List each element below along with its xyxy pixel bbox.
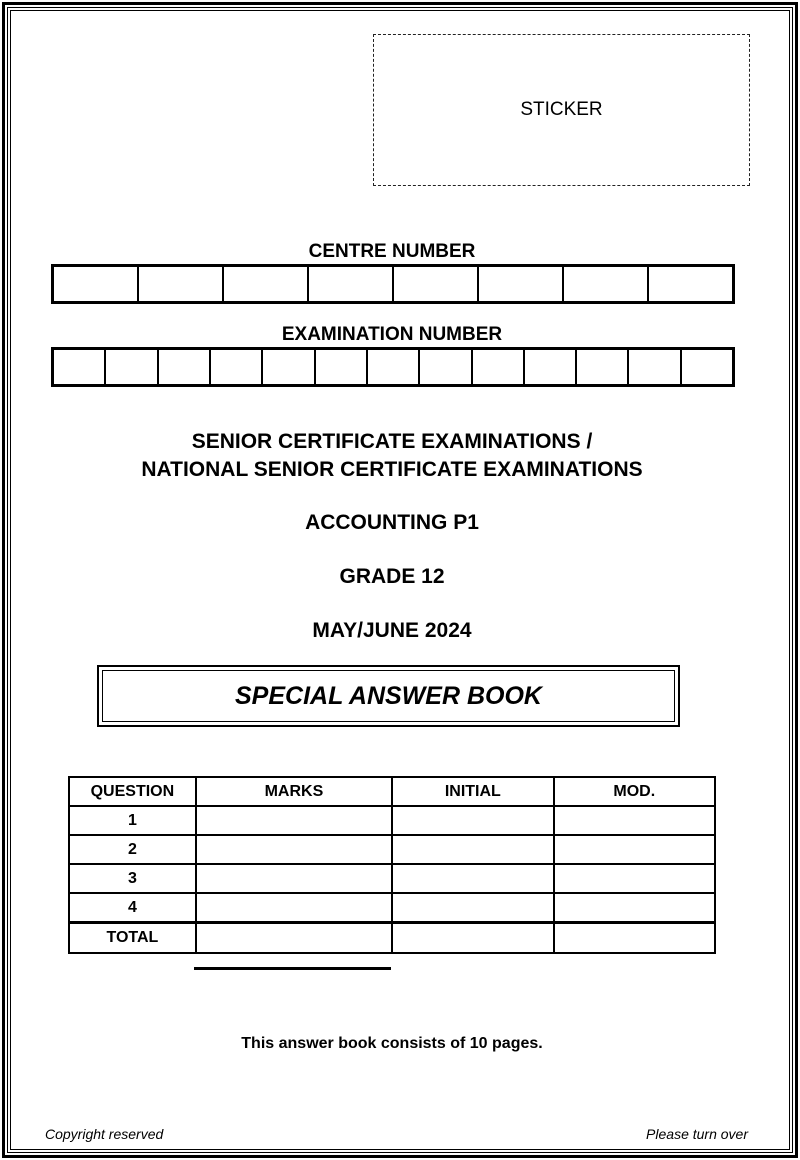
- header-question: QUESTION: [69, 777, 196, 806]
- total-mod-cell[interactable]: [554, 923, 715, 954]
- table-row: [69, 893, 715, 923]
- examination-number-cell[interactable]: [525, 350, 577, 384]
- initial-cell[interactable]: [392, 864, 553, 893]
- centre-number-cell[interactable]: [224, 267, 309, 301]
- book-title: SPECIAL ANSWER BOOK: [235, 681, 542, 710]
- table-row: [69, 835, 715, 864]
- centre-number-cell[interactable]: [394, 267, 479, 301]
- marks-cell[interactable]: [196, 893, 392, 923]
- examination-number-cell[interactable]: [159, 350, 211, 384]
- examination-number-cell[interactable]: [316, 350, 368, 384]
- mod-cell[interactable]: [554, 835, 715, 864]
- exam-title-line2: NATIONAL SENIOR CERTIFICATE EXAMINATIONS: [141, 458, 643, 481]
- question-number: 3: [69, 864, 196, 893]
- total-label: TOTAL: [69, 923, 196, 954]
- sticker-area: [373, 34, 750, 186]
- page-count-note: This answer book consists of 10 pages.: [241, 1035, 543, 1052]
- mod-cell[interactable]: [554, 864, 715, 893]
- exam-title-line1: SENIOR CERTIFICATE EXAMINATIONS /: [191, 430, 593, 453]
- question-number: 4: [69, 893, 196, 923]
- marks-cell[interactable]: [196, 864, 392, 893]
- examination-number-cell[interactable]: [629, 350, 681, 384]
- examination-number-cell[interactable]: [211, 350, 263, 384]
- centre-number-cell[interactable]: [54, 267, 139, 301]
- initial-cell[interactable]: [392, 835, 553, 864]
- subject-title: ACCOUNTING P1: [305, 511, 479, 534]
- table-row: [69, 806, 715, 835]
- examination-number-label: EXAMINATION NUMBER: [281, 324, 503, 345]
- question-number: 2: [69, 835, 196, 864]
- examination-number-cell[interactable]: [420, 350, 472, 384]
- initial-cell[interactable]: [392, 893, 553, 923]
- total-row: [69, 923, 715, 954]
- marks-table: [68, 776, 716, 954]
- examination-number-cell[interactable]: [682, 350, 732, 384]
- footer-turn-over: Please turn over: [646, 1126, 748, 1142]
- initial-cell[interactable]: [392, 806, 553, 835]
- total-initial-cell[interactable]: [392, 923, 553, 954]
- marks-cell[interactable]: [196, 806, 392, 835]
- header-marks: MARKS: [196, 777, 392, 806]
- mod-cell[interactable]: [554, 893, 715, 923]
- examination-number-boxes: [51, 347, 735, 387]
- centre-number-label: CENTRE NUMBER: [308, 241, 476, 262]
- special-answer-book-banner: [97, 665, 680, 727]
- table-header-row: [69, 777, 715, 806]
- grade-title: GRADE 12: [339, 565, 445, 588]
- examination-number-cell[interactable]: [54, 350, 106, 384]
- examination-number-cell[interactable]: [263, 350, 315, 384]
- session-title: MAY/JUNE 2024: [312, 619, 472, 642]
- centre-number-cell[interactable]: [309, 267, 394, 301]
- examination-number-cell[interactable]: [368, 350, 420, 384]
- footer-copyright: Copyright reserved: [45, 1126, 164, 1142]
- centre-number-cell[interactable]: [564, 267, 649, 301]
- examination-number-cell[interactable]: [577, 350, 629, 384]
- examination-number-cell[interactable]: [473, 350, 525, 384]
- centre-number-cell[interactable]: [139, 267, 224, 301]
- header-initial: INITIAL: [392, 777, 553, 806]
- question-number: 1: [69, 806, 196, 835]
- header-mod: MOD.: [554, 777, 715, 806]
- centre-number-boxes: [51, 264, 735, 304]
- examination-number-cell[interactable]: [106, 350, 158, 384]
- table-row: [69, 864, 715, 893]
- total-marks-cell[interactable]: [196, 923, 392, 954]
- sticker-label: STICKER: [520, 99, 603, 120]
- total-double-underline: [194, 967, 391, 970]
- centre-number-cell[interactable]: [479, 267, 564, 301]
- centre-number-cell[interactable]: [649, 267, 732, 301]
- marks-cell[interactable]: [196, 835, 392, 864]
- mod-cell[interactable]: [554, 806, 715, 835]
